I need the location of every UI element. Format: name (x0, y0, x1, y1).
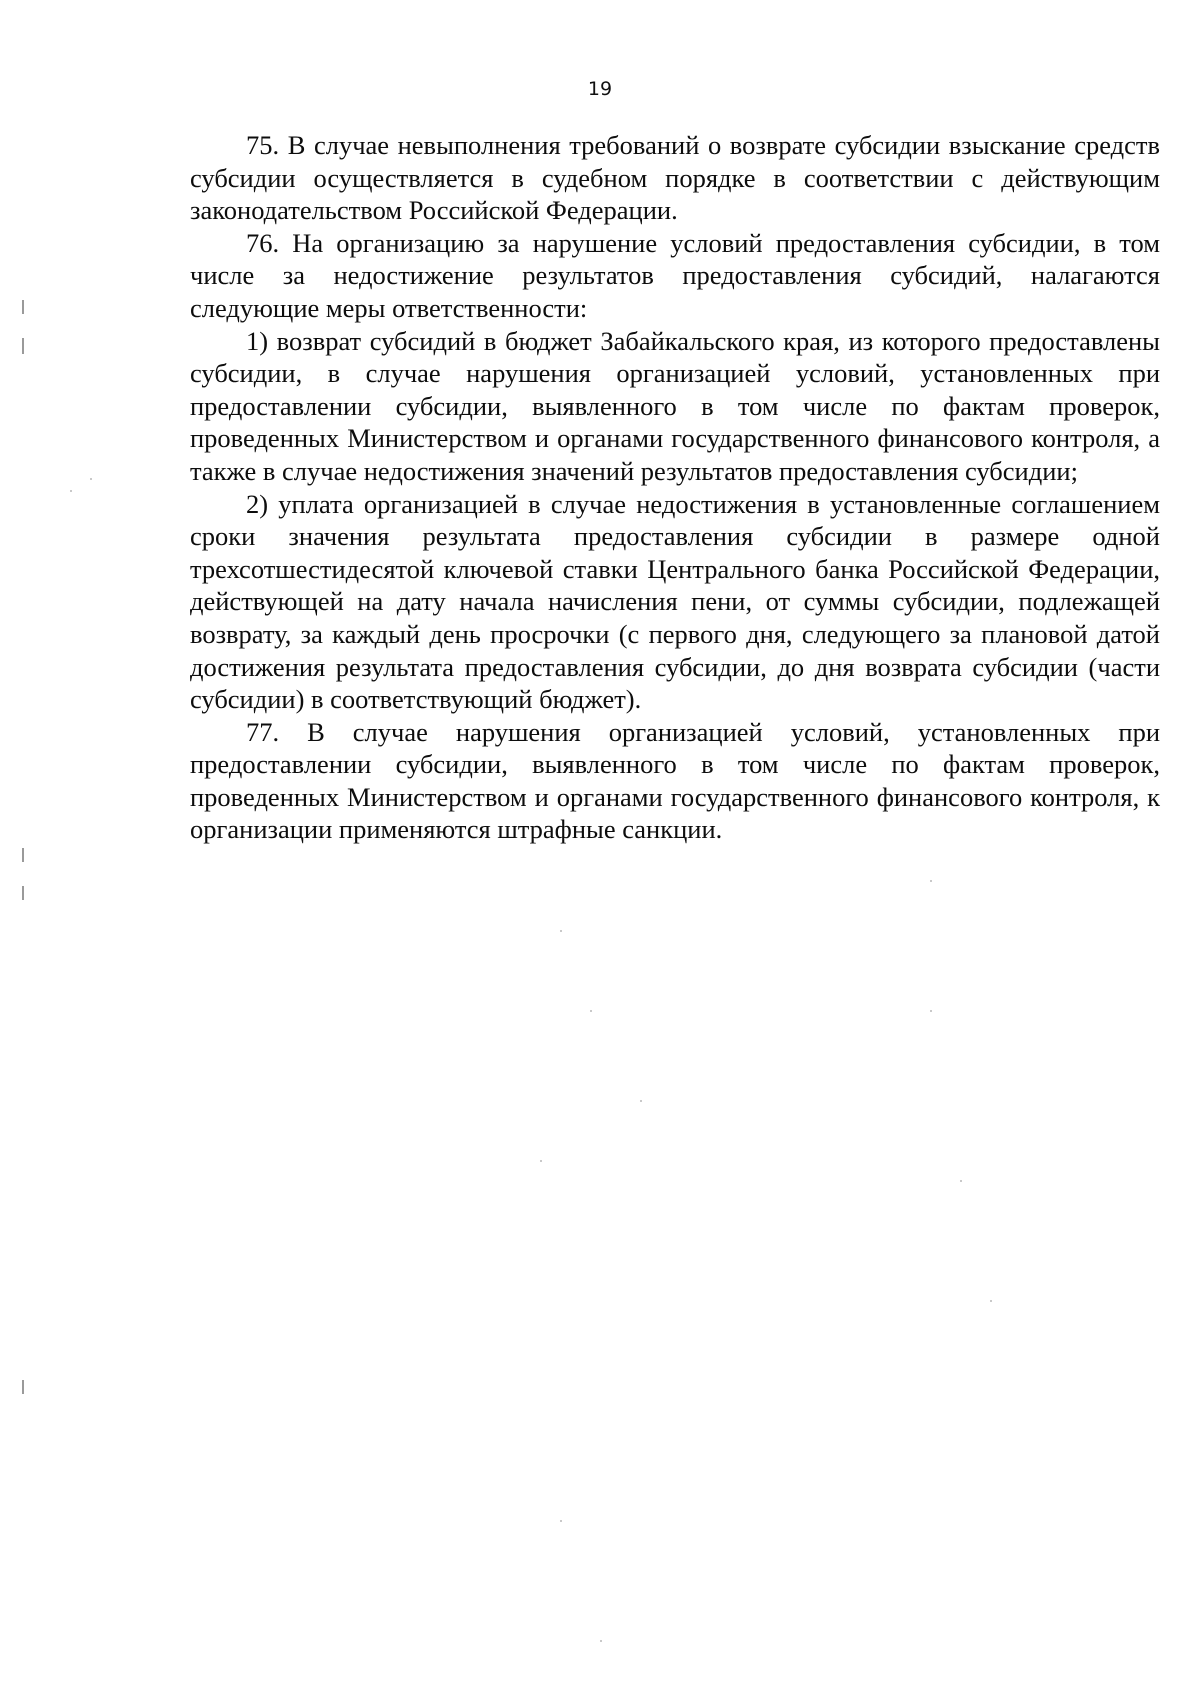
paragraph-76-item-2: 2) уплата организацией в случае недостижения в установленные соглашением сроки значения результата предоставления субсидии в размере одной трехсотшестидесятой ключевой ставки Центрального банка Российской Федерации, действующей на дату начала начисления пени, от суммы субсидии, подлежащей возврату, за каждый день просрочки (с первого дня, следующего за плановой датой достижения результата предоставления субсидии, до дня возврата субсидии (части субсидии) в соответствующий бюджет). (190, 488, 1160, 715)
scan-speck (930, 880, 932, 882)
scan-speck (600, 1640, 602, 1642)
paragraph-76: 76. На организацию за нарушение условий предоставления субсидии, в том числе за недостижение результатов предоставления субсидий, налагаются следующие меры ответственности: (190, 227, 1160, 323)
paragraph-75: 75. В случае невыполнения требований о возврате субсидии взыскание средств субсидии осуществляется в судебном порядке в соответствии с действующим законодательством Российской Федерации. (190, 130, 1160, 226)
scan-speck (930, 1010, 932, 1012)
scan-speck (540, 1160, 542, 1162)
scan-margin-mark (22, 886, 24, 900)
scan-speck (560, 930, 562, 932)
paragraph-77: 77. В случае нарушения организацией условий, установленных при предоставлении субсидии, выявленного в том числе по фактам проверок, проведенных Министерством и органами государственного финансового контроля, к организации применяются штрафные санкции. (190, 716, 1160, 845)
paragraph-76-item-1: 1) возврат субсидий в бюджет Забайкальского края, из которого предоставлены субсидии, в случае нарушения организацией условий, установленных при предоставлении субсидии, выявленного в том числе по фактам проверок, проведенных Министерством и органами государственного финансового контроля, а также в случае недостижения значений результатов предоставления субсидии; (190, 325, 1160, 486)
scan-speck (590, 1010, 592, 1012)
scan-margin-mark (22, 300, 24, 314)
scan-speck (560, 1520, 562, 1522)
page-number: 19 (587, 78, 613, 100)
scan-margin-mark (22, 338, 24, 354)
scan-speck (90, 478, 92, 480)
document-body (190, 129, 1160, 846)
scan-speck (960, 1180, 962, 1182)
scan-margin-mark (22, 848, 24, 862)
scan-margin-mark (22, 1380, 24, 1394)
scan-speck (640, 1100, 642, 1102)
scan-speck (70, 490, 72, 492)
scan-speck (990, 1300, 992, 1302)
